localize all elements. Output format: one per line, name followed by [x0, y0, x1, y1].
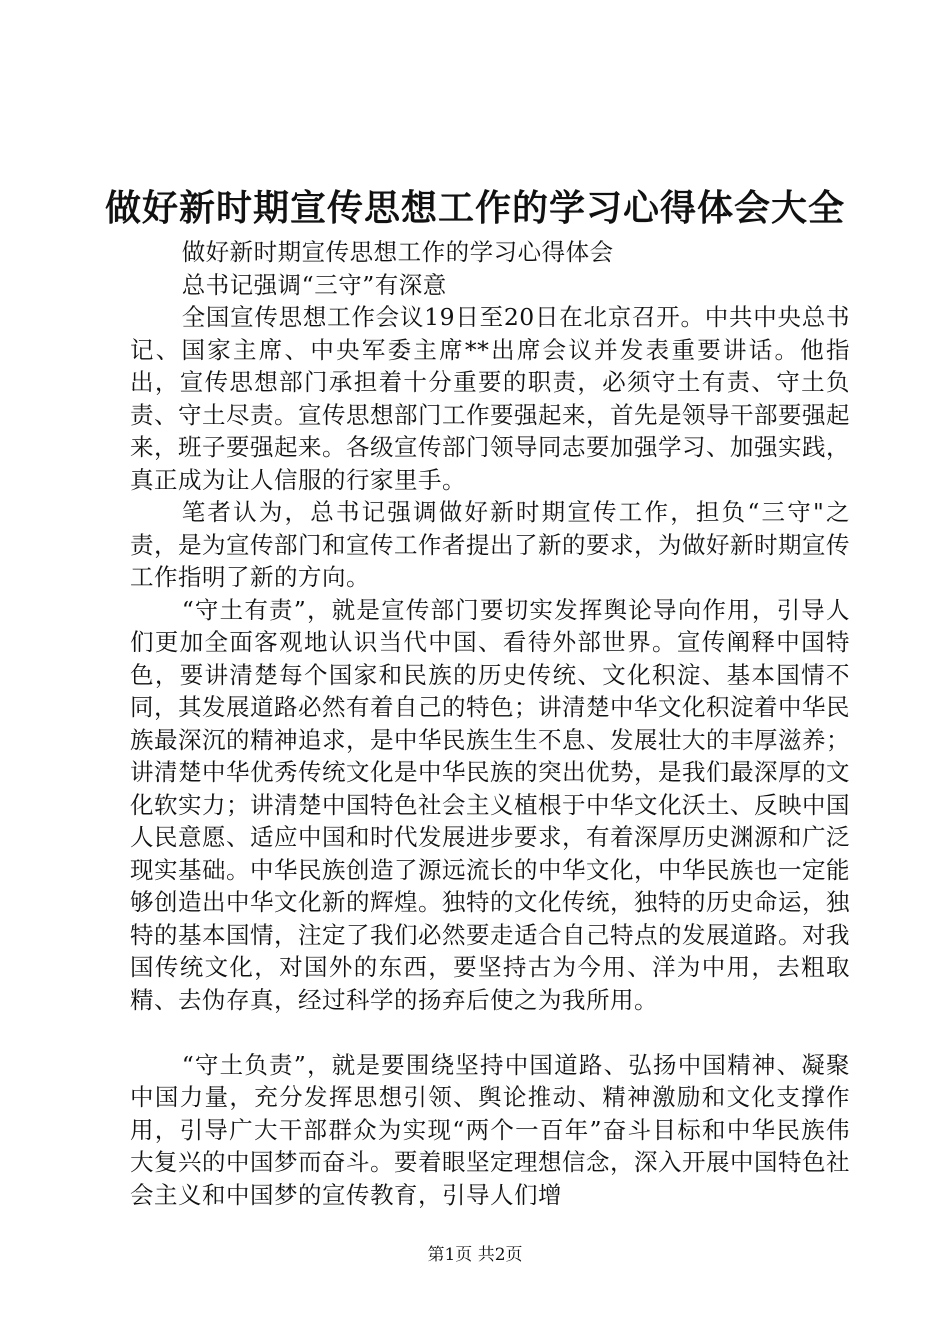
paragraph-3: “守土有责”，就是宣传部门要切实发挥舆论导向作用，引导人们更加全面客观地认识当代中国、看待外部世界。宣传阐释中国特色，要讲清楚每个国家和民族的历史传统、文化积淀、基本国情不同，其发展道路必然有着自己的特色；讲清楚中华文化积淀着中华民族最深沉的精神追求，是中华民族生生不息、发展壮大的丰厚滋养；讲清楚中华优秀传统文化是中华民族的突出优势，是我们最深厚的文化软实力；讲清楚中国特色社会主义植根于中华文化沃土、反映中国人民意愿、适应中国和时代发展进步要求，有着深厚历史渊源和广泛现实基础。中华民族创造了源远流长的中华文化，中华民族也一定能够创造出中华文化新的辉煌。独特的文化传统，独特的历史命运，独特的基本国情，注定了我们必然要走适合自己特点的发展道路。对我国传统文化，对国外的东西，要坚持古为今用、洋为中用，去粗取精、去伪存真，经过科学的扬弃后使之为我所用。 [130, 595, 850, 1014]
section-heading: 总书记强调“三守”有深意 [181, 270, 447, 299]
paragraph-2: 笔者认为，总书记强调做好新时期宣传工作，担负“三守"之责，是为宣传部门和宣传工作者提出了新的要求，为做好新时期宣传工作指明了新的方向。 [130, 498, 850, 591]
document-title: 做好新时期宣传思想工作的学习心得体会大全 [104, 187, 845, 229]
paragraph-1: 全国宣传思想工作会议19日至20日在北京召开。中共中央总书记、国家主席、中央军委主席**出席会议并发表重要讲话。他指出，宣传思想部门承担着十分重要的职责，必须守土有责、守土负责、守土尽责。宣传思想部门工作要强起来，首先是领导干部要强起来，班子要强起来。各级宣传部门领导同志要加强学习、加强实践，真正成为让人信服的行家里手。 [130, 303, 850, 494]
document-body [130, 236, 850, 1211]
paragraph-4: “守土负责”，就是要围绕坚持中国道路、弘扬中国精神、凝聚中国力量，充分发挥思想引领、舆论推动、精神激励和文化支撑作用，引导广大干部群众为实现“两个一百年”奋斗目标和中华民族伟大复兴的中国梦而奋斗。要着眼坚定理想信念，深入开展中国特色社会主义和中国梦的宣传教育，引导人们增 [130, 1050, 850, 1209]
page-number-footer: 第1页 共2页 [427, 1245, 523, 1265]
document-subtitle: 做好新时期宣传思想工作的学习心得体会 [181, 238, 614, 266]
